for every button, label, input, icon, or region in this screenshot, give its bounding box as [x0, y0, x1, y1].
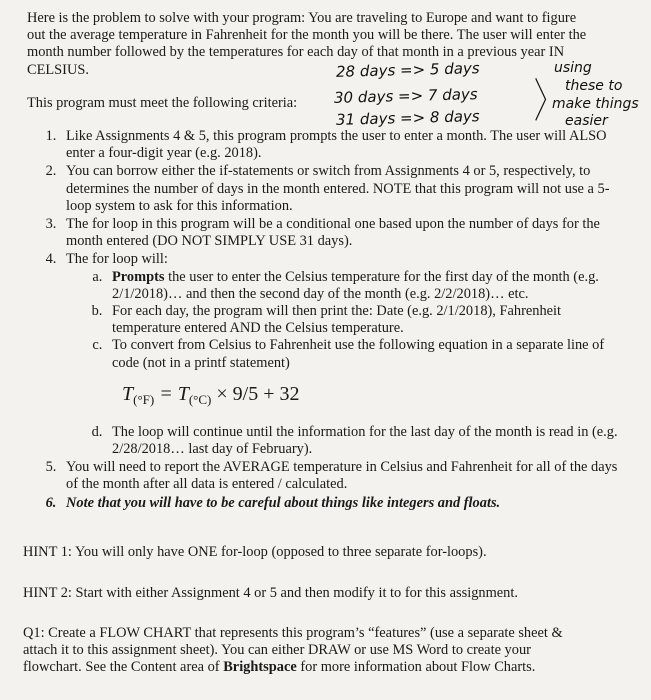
list-item: 2. You can borrow either the if-statements or switch from Assignments 4 or 5, respectively, to determines the number of days in the month entered. NOTE that this program will not use a 5-loop system to ask for this information. [60, 163, 620, 215]
sub-item-b: b. For each day, the program will then print the: Date (e.g. 2/1/2018), Fahrenheit temperature entered AND the Celsius temperature. [106, 303, 620, 337]
formula-eq: = T [154, 382, 189, 405]
handwritten-note-28-days: 28 days => 5 days [335, 59, 480, 81]
list-item: 6. Note that you will have to be careful about things like integers and floats. [60, 495, 620, 512]
brightspace-bold: Brightspace [223, 659, 297, 676]
sub-item-c [106, 337, 620, 419]
criteria-list [30, 128, 620, 513]
handwritten-note-30-days: 30 days => 7 days [333, 85, 478, 107]
list-item: 3. The for loop in this program will be a conditional one based upon the number of days for the month entered (DO NOT SIMPLY USE 31 days). [60, 216, 620, 250]
handwritten-side-4: easier [565, 113, 608, 129]
sub-item-c-text: To convert from Celsius to Fahrenheit use the following equation in a separate line of code (not in a printf statement) [112, 337, 605, 371]
hint-2: HINT 2: Start with either Assignment 4 or 5 and then modify it to for this assignment. [23, 585, 518, 601]
sub-item-a-text: the user to enter the Celsius temperature for the first day of the month (e.g. 2/1/2018)… and then the second day of the month (e.g. 2/2/2018)… etc. [112, 268, 599, 302]
q1-text: Q1: Create a FLOW CHART that represents this program’s “features” (use a separate sheet & attach it to this assignment sheet). You can either DRAW or use MS Word to create your flowchart. See the Content area of [23, 625, 563, 676]
handwritten-side-2: these to [565, 78, 623, 94]
sub-item-a [106, 269, 620, 303]
sub-item-d: d. The loop will continue until the information for the last day of the month is read in (e.g. 2/28/2018… last day of February). [106, 424, 620, 458]
list-item: 5. You will need to report the AVERAGE temperature in Celsius and Fahrenheit for all of the days of the month after all data is entered / calculated. [60, 459, 620, 493]
handwritten-side-1: using [554, 60, 592, 76]
handwritten-brace: 〉 [534, 74, 560, 128]
for-loop-sublist [66, 269, 620, 459]
formula-tail: × 9/5 + 32 [211, 382, 300, 405]
handwritten-side-3: make things [552, 96, 639, 112]
problem-intro: Here is the problem to solve with your program: You are traveling to Europe and want to figure out the average temperature in Fahrenheit for the month you will be there. The user will enter the month number followed by the temperatures for each day of that month in a previous year IN CELSIUS. [27, 10, 587, 78]
formula-f-sub: (°F) [133, 391, 155, 407]
prompts-bold: Prompts [112, 268, 165, 285]
conversion-formula [112, 374, 620, 420]
list-item-text: The for loop will: [66, 251, 168, 268]
formula-t: T [122, 382, 134, 405]
question-1 [23, 625, 583, 677]
formula-c-sub: (°C) [188, 391, 212, 407]
q1-text-end: for more information about Flow Charts. [296, 659, 536, 676]
hint-1: HINT 1: You will only have ONE for-loop (opposed to three separate for-loops). [23, 544, 487, 560]
handwritten-note-31-days: 31 days => 8 days [335, 107, 480, 129]
list-item: 1. Like Assignments 4 & 5, this program prompts the user to enter a month. The user will ALSO enter a four-digit year (e.g. 2018). [60, 128, 620, 162]
criteria-heading: This program must meet the following criteria: [27, 95, 298, 111]
list-item [60, 251, 620, 458]
